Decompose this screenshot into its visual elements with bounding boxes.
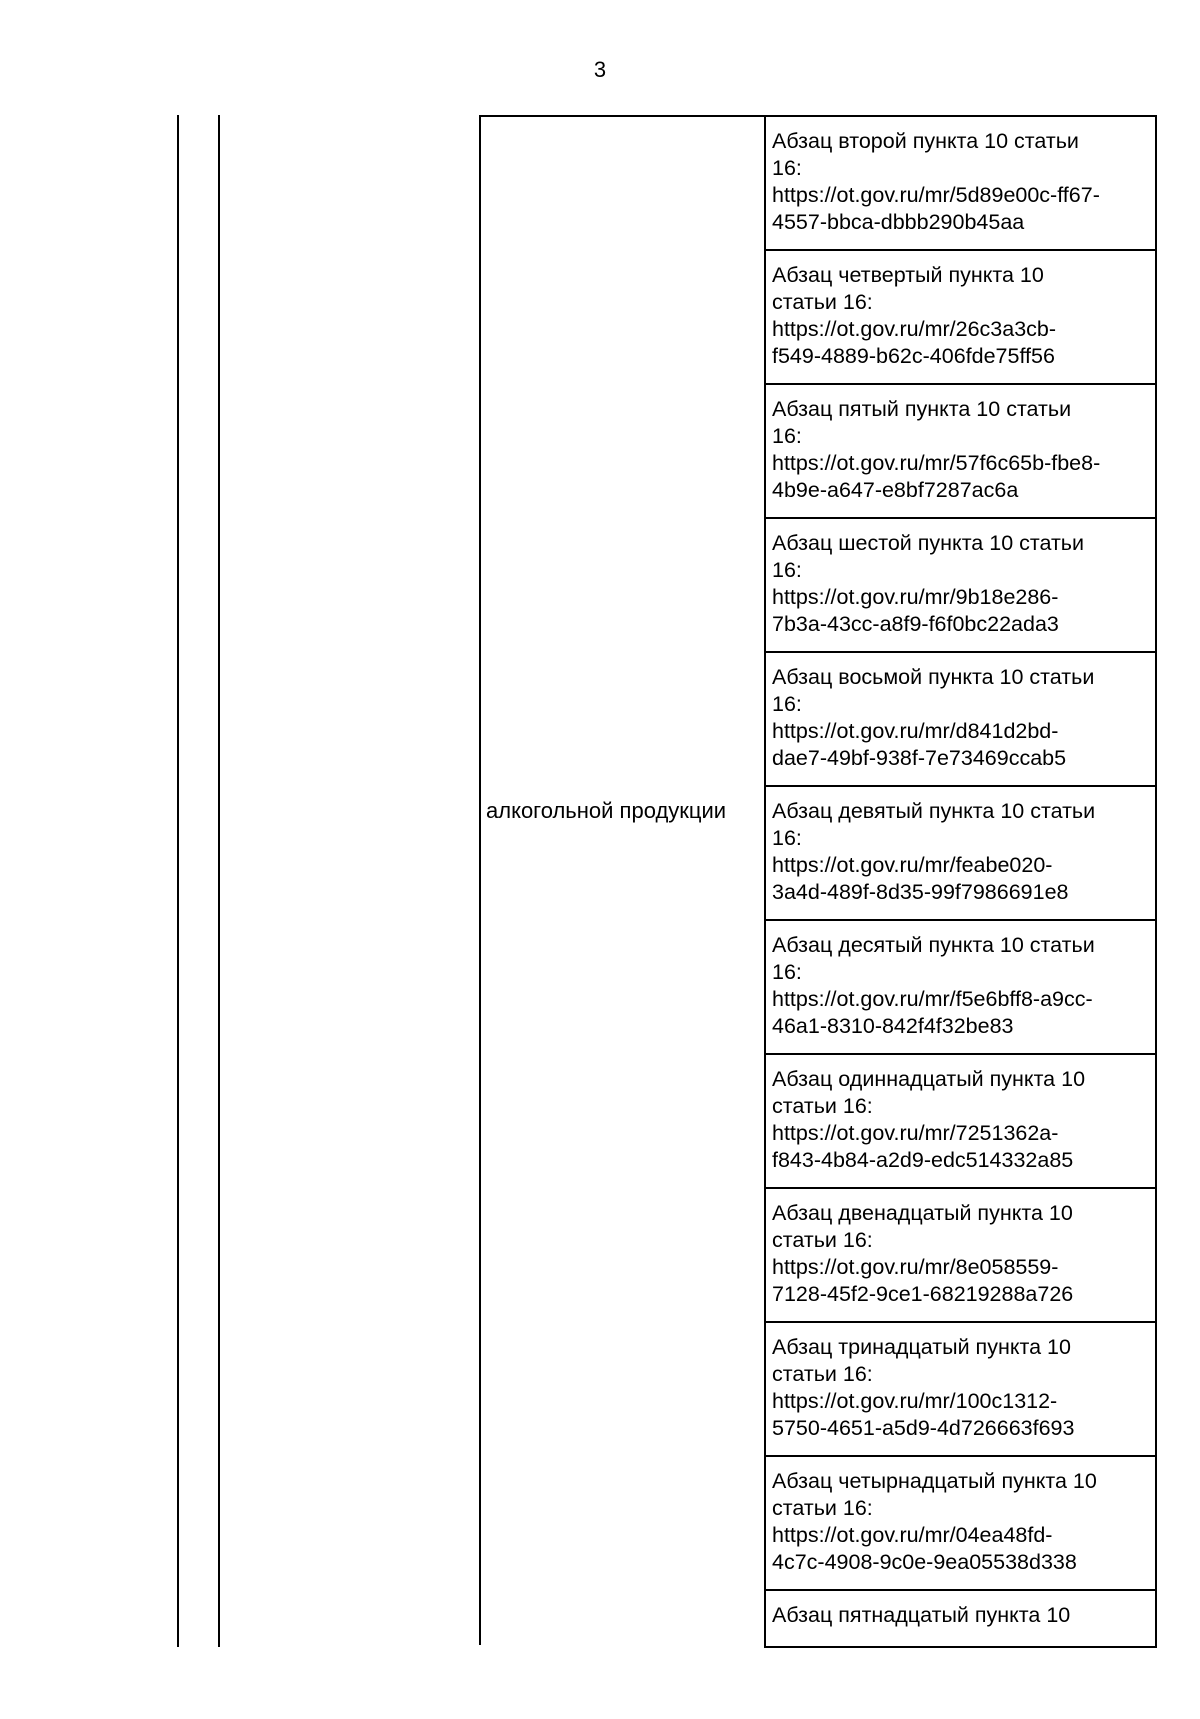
cell-text-line: Абзац второй пункта 10 статьи — [772, 129, 1079, 153]
reference-url: https://ot.gov.ru/mr/7251362a- — [772, 1121, 1059, 1145]
cell-text-line: Абзац одиннадцатый пункта 10 — [772, 1067, 1086, 1091]
reference-url: f843-4b84-a2d9-edc514332a85 — [772, 1148, 1074, 1172]
legal-reference-cell — [766, 921, 1155, 1055]
cell-text-line: статьи 16: — [772, 1094, 873, 1118]
cell-text-line: Абзац двенадцатый пункта 10 — [772, 1201, 1073, 1225]
cell-text-line: Абзац десятый пункта 10 статьи — [772, 933, 1095, 957]
cell-text-line: статьи 16: — [772, 1228, 873, 1252]
legal-reference-cell — [766, 1323, 1155, 1457]
reference-url: https://ot.gov.ru/mr/d841d2bd- — [772, 719, 1059, 743]
reference-url: dae7-49bf-938f-7e73469ccab5 — [772, 746, 1067, 770]
reference-url: 3a4d-489f-8d35-99f7986691e8 — [772, 880, 1069, 904]
cell-text-line: статьи 16: — [772, 1496, 873, 1520]
legal-reference-cell — [766, 1591, 1155, 1719]
reference-url: 4557-bbca-dbbb290b45aa — [772, 210, 1025, 234]
reference-url: 4c7c-4908-9c0e-9ea05538d338 — [772, 1550, 1077, 1574]
reference-url: https://ot.gov.ru/mr/26c3a3cb- — [772, 317, 1057, 341]
reference-url: https://ot.gov.ru/mr/04ea48fd- — [772, 1523, 1053, 1547]
reference-url: 5750-4651-a5d9-4d726663f693 — [772, 1416, 1075, 1440]
cell-text-line: Абзац восьмой пункта 10 статьи — [772, 665, 1095, 689]
table-column-divider-1 — [218, 115, 220, 1647]
cell-text-line: 16: — [772, 558, 802, 582]
product-category-cell: алкогольной продукции — [486, 798, 727, 823]
cell-text-line: 16: — [772, 692, 802, 716]
legal-reference-cell — [766, 251, 1155, 385]
cell-text-line: 16: — [772, 960, 802, 984]
table-border-left — [177, 115, 179, 1647]
reference-url: 7b3a-43cc-a8f9-f6f0bc22ada3 — [772, 612, 1059, 636]
cell-text-line: Абзац тринадцатый пункта 10 — [772, 1335, 1071, 1359]
reference-url: https://ot.gov.ru/mr/feabe020- — [772, 853, 1053, 877]
legal-reference-cell — [766, 1189, 1155, 1323]
table-border-right — [1155, 115, 1157, 1648]
reference-url: https://ot.gov.ru/mr/100c1312- — [772, 1389, 1058, 1413]
cell-text-line: Абзац шестой пункта 10 статьи — [772, 531, 1085, 555]
legal-reference-cell — [766, 519, 1155, 653]
legal-reference-cell — [766, 1457, 1155, 1591]
legal-reference-cell — [766, 653, 1155, 787]
reference-url: 4b9e-a647-e8bf7287ac6a — [772, 478, 1019, 502]
cell-text-line: 16: — [772, 424, 802, 448]
reference-url: https://ot.gov.ru/mr/9b18e286- — [772, 585, 1059, 609]
reference-url: https://ot.gov.ru/mr/57f6c65b-fbe8- — [772, 451, 1101, 475]
legal-references-column — [766, 117, 1155, 1719]
cell-text-line: 16: — [772, 826, 802, 850]
cell-text-line: Абзац четвертый пункта 10 — [772, 263, 1044, 287]
reference-url: f549-4889-b62c-406fde75ff56 — [772, 344, 1055, 368]
reference-url: https://ot.gov.ru/mr/5d89e00c-ff67- — [772, 183, 1100, 207]
page-number: 3 — [593, 57, 607, 82]
cell-text-line: статьи 16: — [772, 1362, 873, 1386]
cell-text-line: Абзац девятый пункта 10 статьи — [772, 799, 1096, 823]
legal-reference-cell — [766, 117, 1155, 251]
cell-text-line: статьи 16: — [772, 290, 873, 314]
cell-text-line: Абзац четырнадцатый пункта 10 — [772, 1469, 1097, 1493]
legal-reference-cell — [766, 787, 1155, 921]
cell-text-line: 16: — [772, 156, 802, 180]
cell-text-line: Абзац пятый пункта 10 статьи — [772, 397, 1072, 421]
table-column-divider-2 — [479, 115, 481, 1645]
legal-reference-cell — [766, 385, 1155, 519]
reference-url: 46a1-8310-842f4f32be83 — [772, 1014, 1014, 1038]
reference-url: https://ot.gov.ru/mr/f5e6bff8-a9cc- — [772, 987, 1093, 1011]
legal-reference-cell — [766, 1055, 1155, 1189]
reference-url: 7128-45f2-9ce1-68219288a726 — [772, 1282, 1074, 1306]
reference-url: https://ot.gov.ru/mr/8e058559- — [772, 1255, 1059, 1279]
cell-text-line: Абзац пятнадцатый пункта 10 — [772, 1603, 1071, 1627]
